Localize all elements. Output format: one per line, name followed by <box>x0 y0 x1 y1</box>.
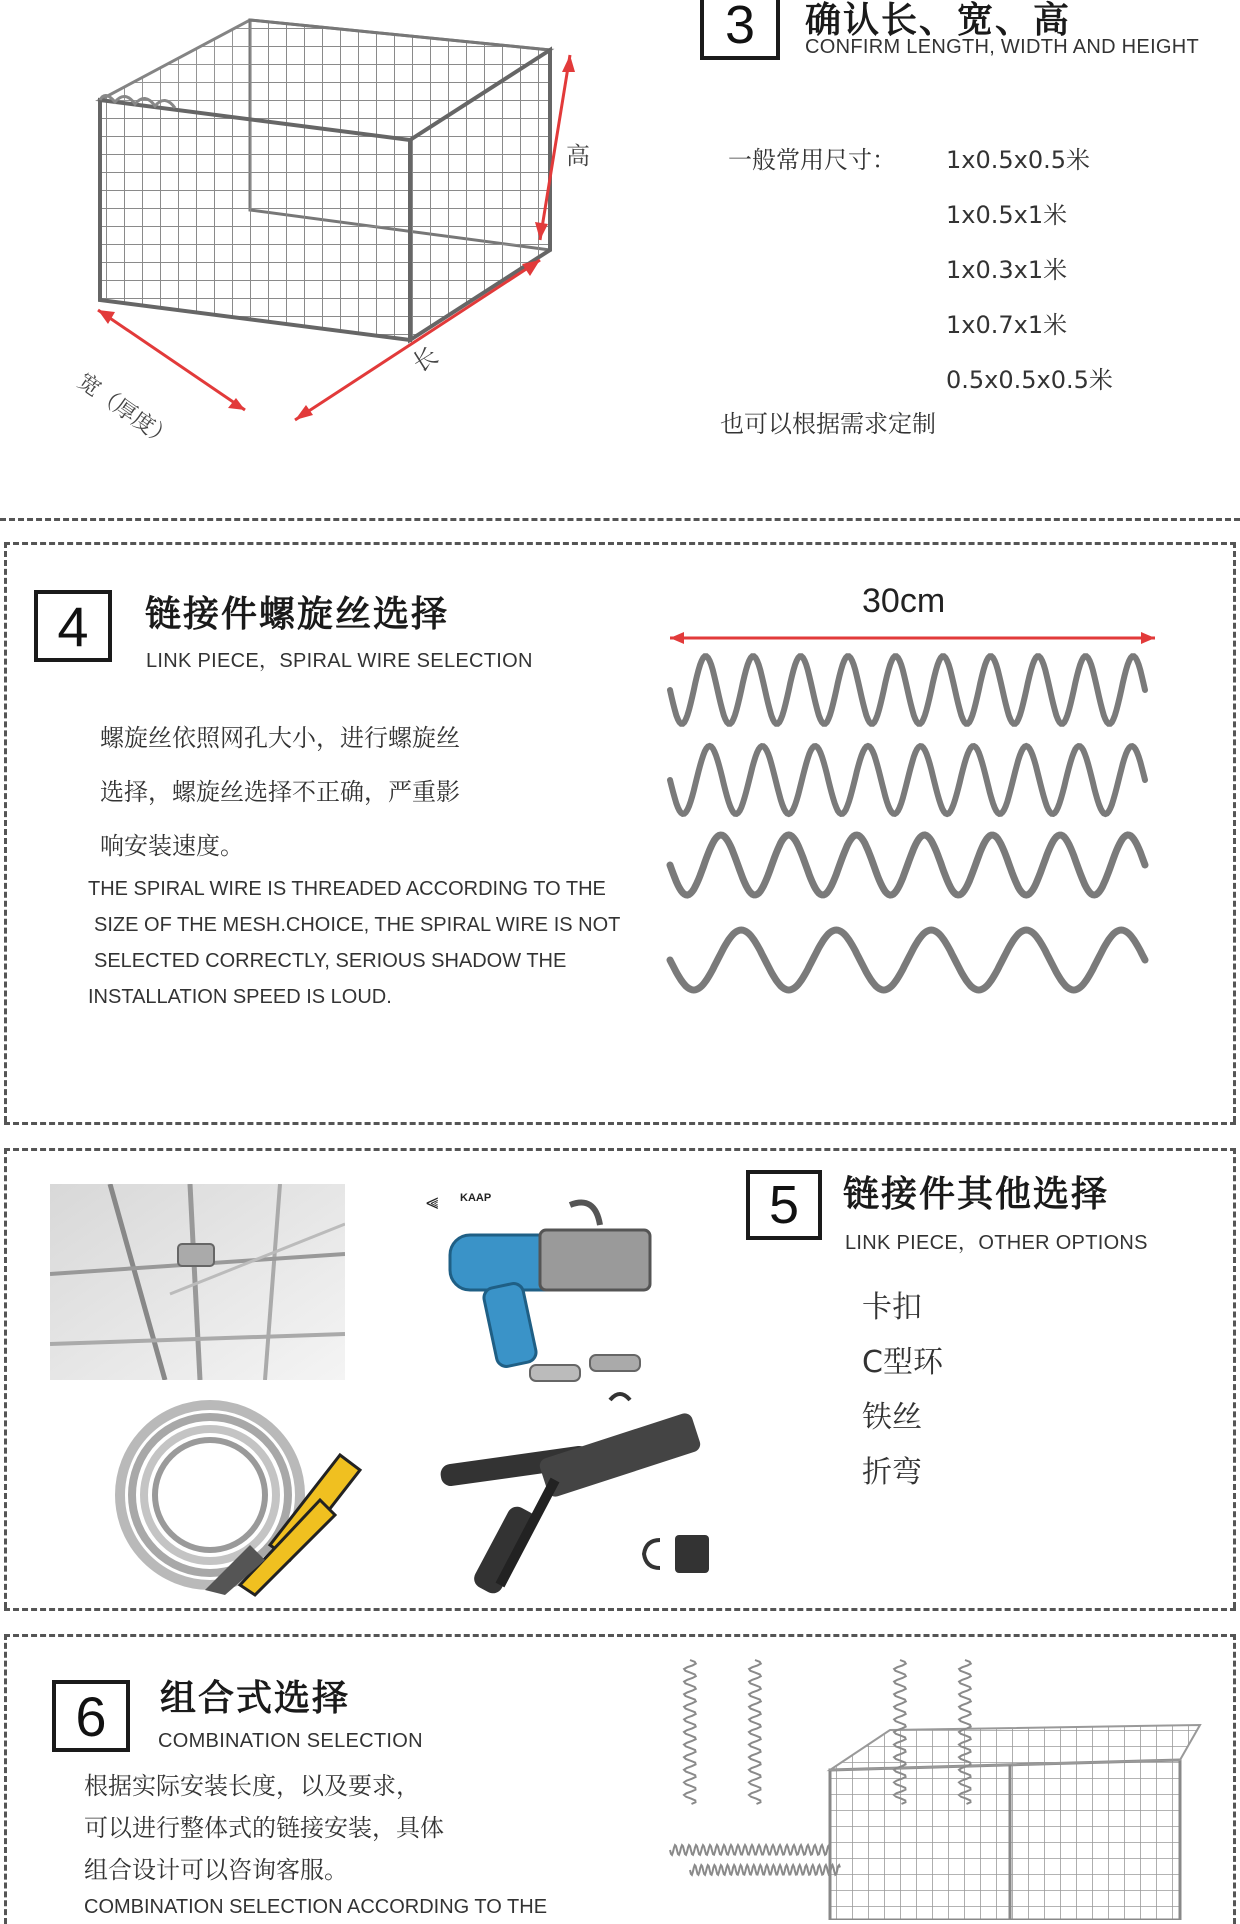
spiral-wire-illustration <box>660 620 1170 1040</box>
section-6-body-zh-line: 可以进行整体式的链接安装，具体 <box>84 1814 444 1842</box>
combined-gabion-illustration <box>660 1650 1220 1920</box>
height-label: 高 <box>566 142 590 170</box>
custom-note: 也可以根据需求定制 <box>720 410 936 438</box>
section-6-frame-right <box>1233 1634 1236 1924</box>
horizontal-spiral-wire <box>670 1845 830 1855</box>
size-item: 1x0.5x0.5米 <box>946 146 1091 174</box>
spiral-wire <box>670 656 1145 724</box>
section-4-body-zh-line: 螺旋丝依照网孔大小，进行螺旋丝 <box>100 724 460 752</box>
section-4-body-zh-line: 响安装速度。 <box>100 832 244 860</box>
size-item: 0.5x0.5x0.5米 <box>946 366 1113 394</box>
section-5-frame-left <box>4 1148 7 1608</box>
sizes-label: 一般常用尺寸： <box>728 146 896 174</box>
option-item: 卡扣 <box>862 1290 922 1325</box>
width-label: 宽（厚度） <box>72 369 178 453</box>
horizontal-spiral-wire <box>690 1865 840 1875</box>
size-item: 1x0.7x1米 <box>946 311 1068 339</box>
section-6-frame-left <box>4 1634 7 1924</box>
option-item: C型环 <box>862 1345 943 1380</box>
section-4-body-en-line: INSTALLATION SPEED IS LOUD. <box>88 986 392 1008</box>
section-6-title: 组合式选择 <box>160 1678 351 1719</box>
vertical-spiral-wire <box>684 1660 696 1804</box>
section-4-frame-top <box>4 542 1236 545</box>
arrow-symbol-icon: ⫷ <box>426 1190 439 1215</box>
section-5-title: 链接件其他选择 <box>843 1174 1110 1215</box>
clip-on-mesh-photo <box>50 1184 345 1380</box>
dimension-arrow <box>670 632 1155 644</box>
section-6-number: 6 <box>52 1680 130 1752</box>
section-4-number: 4 <box>34 590 112 662</box>
manual-clip-plier-photo <box>430 1385 730 1600</box>
section-6-body-zh-line: 组合设计可以咨询客服。 <box>84 1856 348 1884</box>
section-5-frame-right <box>1233 1148 1236 1608</box>
section-6-body-en-line: COMBINATION SELECTION ACCORDING TO THE <box>84 1896 548 1918</box>
size-item: 1x0.3x1米 <box>946 256 1068 284</box>
vertical-spiral-wire <box>749 1660 761 1804</box>
section-4-frame-bottom <box>4 1122 1236 1125</box>
spiral-wire <box>670 746 1145 814</box>
pneumatic-clip-gun-photo <box>420 1185 670 1405</box>
option-item: 铁丝 <box>862 1400 922 1435</box>
spiral-wire <box>670 835 1145 895</box>
section-6-body-zh-line: 根据实际安装长度，以及要求， <box>84 1772 420 1800</box>
gabion-cage-illustration <box>70 10 630 450</box>
section-4-frame-right <box>1233 542 1236 1122</box>
size-item: 1x0.5x1米 <box>946 201 1068 229</box>
section-4-body-en-line: THE SPIRAL WIRE IS THREADED ACCORDING TO THE <box>88 878 606 900</box>
section-3-subtitle: CONFIRM LENGTH, WIDTH AND HEIGHT <box>805 36 1200 58</box>
section-3-number: 3 <box>700 0 780 60</box>
section-5-subtitle: LINK PIECE，OTHER OPTIONS <box>845 1232 1148 1254</box>
spiral-wire <box>670 930 1145 990</box>
wire-coil-and-pliers-photo <box>90 1395 380 1600</box>
length-label: 长 <box>407 341 443 378</box>
spiral-dimension-label: 30cm <box>862 582 946 620</box>
section-3-title: 确认长、宽、高 <box>805 0 1072 41</box>
section-5-frame-bottom <box>4 1608 1236 1611</box>
section-5-number: 5 <box>746 1170 822 1240</box>
section-4-frame-left <box>4 542 7 1122</box>
section-4-title: 链接件螺旋丝选择 <box>145 594 450 635</box>
section-4-body-en-line: SELECTED CORRECTLY, SERIOUS SHADOW THE <box>94 950 567 972</box>
section-4-subtitle: LINK PIECE，SPIRAL WIRE SELECTION <box>146 650 533 672</box>
section-4-body-zh-line: 选择，螺旋丝选择不正确，严重影 <box>100 778 460 806</box>
section-6-frame-top <box>4 1634 1236 1637</box>
section-6-subtitle: COMBINATION SELECTION <box>158 1730 423 1752</box>
option-item: 折弯 <box>862 1455 922 1490</box>
tool-brand-mark: KAAP <box>460 1192 492 1204</box>
section-5-frame-top <box>4 1148 1236 1151</box>
section-4-body-en-line: SIZE OF THE MESH.CHOICE, THE SPIRAL WIRE IS NOT <box>94 914 621 936</box>
section-divider <box>0 518 1240 521</box>
